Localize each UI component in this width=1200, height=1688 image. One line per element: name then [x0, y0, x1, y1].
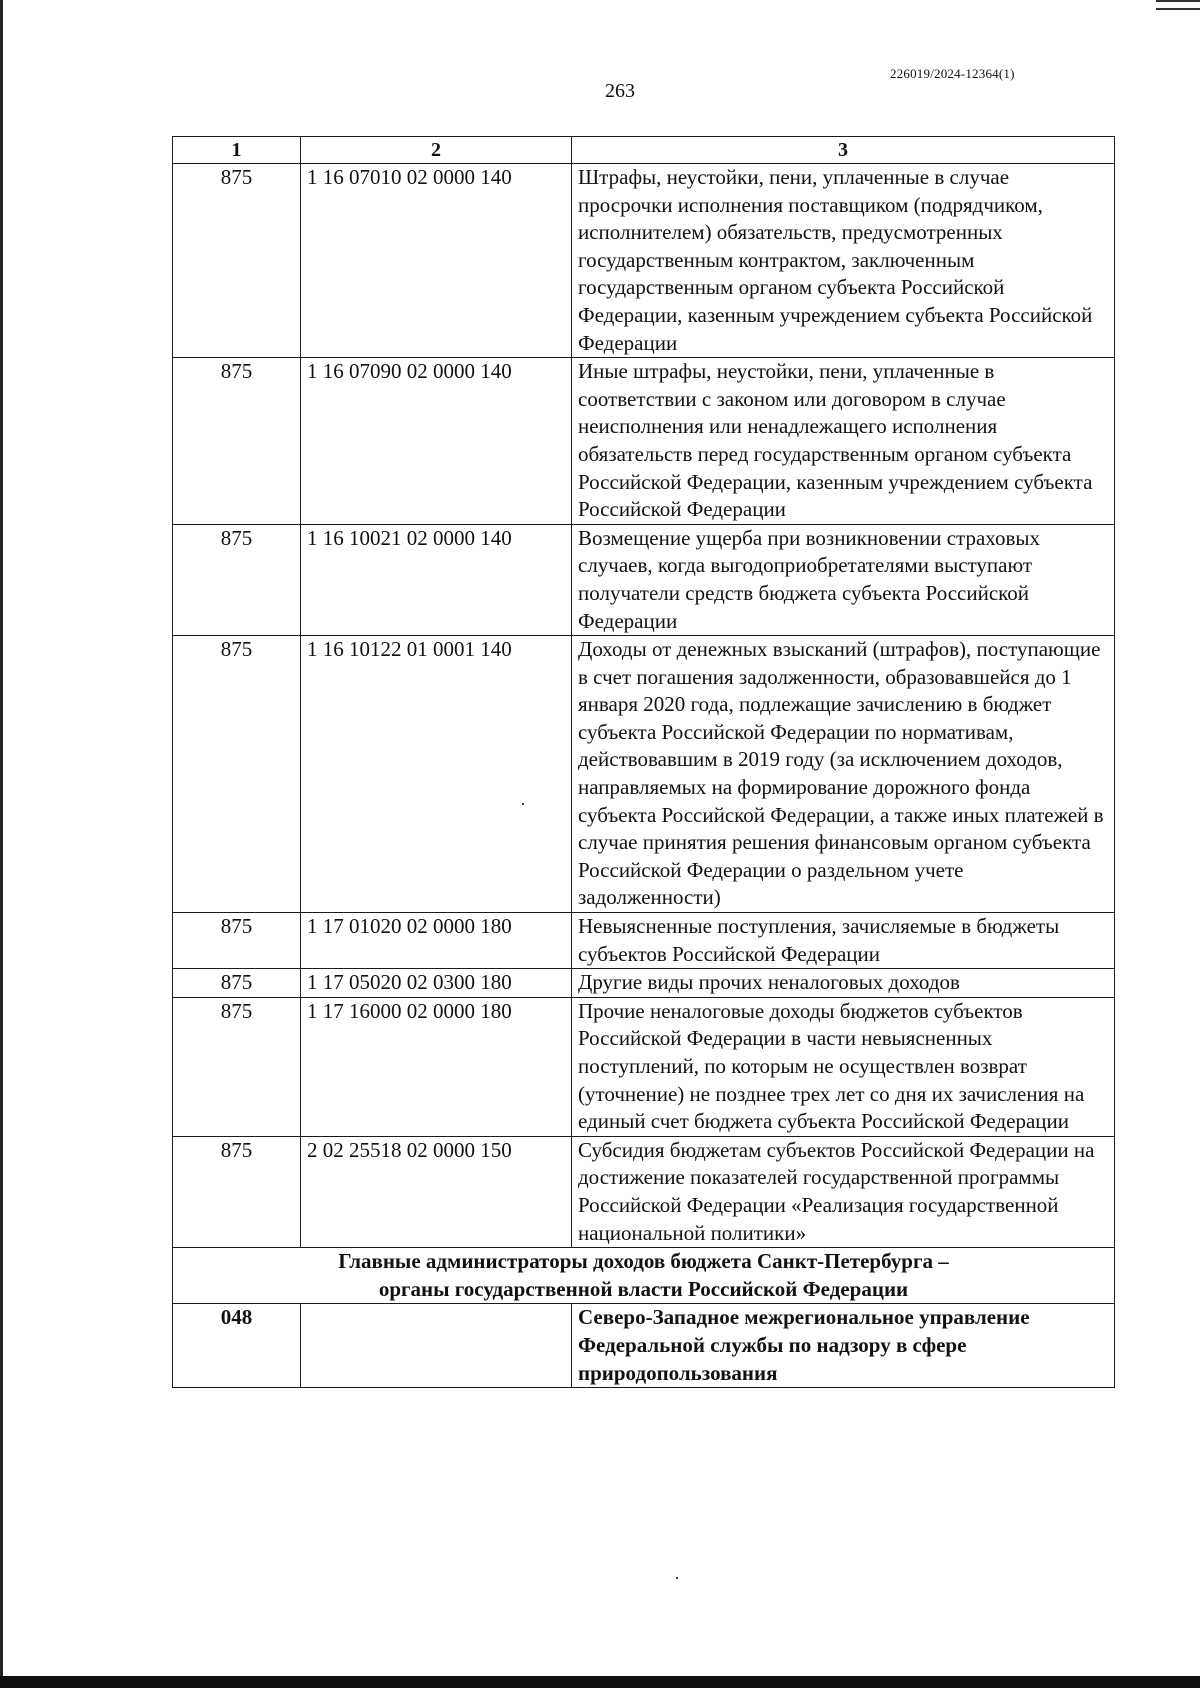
- section-heading-row: [173, 1248, 1115, 1304]
- scan-speck: [522, 803, 524, 805]
- table-row: [173, 997, 1115, 1136]
- budget-code-cell: 1 16 07090 02 0000 140: [301, 358, 572, 525]
- column-header-1: 1: [173, 137, 301, 164]
- budget-code-cell: 1 17 05020 02 0300 180: [301, 969, 572, 998]
- budget-code-cell: 2 02 25518 02 0000 150: [301, 1136, 572, 1247]
- document-id: 226019/2024-12364(1): [890, 66, 1015, 81]
- admin-code-cell: 875: [173, 913, 301, 969]
- column-header-3: 3: [572, 137, 1115, 164]
- column-header-2: 2: [301, 137, 572, 164]
- budget-code-cell: 1 16 10122 01 0001 140: [301, 636, 572, 913]
- revenue-description-cell: Доходы от денежных взысканий (штрафов), поступающие в счет погашения задолженности, образовавшейся до 1 января 2020 года, подлежащие зачислению в бюджет субъекта Российской Федерации по нормативам, действовавшим в 2019 году (за исключением доходов, направляемых на формирование дорожного фонда субъекта Российской Федерации, а также иных платежей в случае принятия решения финансовым органом субъекта Российской Федерации о раздельном учете задолженности): [572, 636, 1115, 913]
- scan-bottom-edge: [0, 1676, 1200, 1688]
- admin-code-cell: 875: [173, 524, 301, 635]
- scan-corner-mark: [1156, 0, 1200, 10]
- table-row: [173, 1136, 1115, 1247]
- admin-code-cell: 875: [173, 997, 301, 1136]
- budget-code-cell: 1 17 01020 02 0000 180: [301, 913, 572, 969]
- revenue-description-cell: Прочие неналоговые доходы бюджетов субъектов Российской Федерации в части невыясненных поступлений, по которым не осуществлен возврат (уточнение) не позднее трех лет со дня их зачисления на единый счет бюджета субъекта Российской Федерации: [572, 997, 1115, 1136]
- budget-code-cell: 1 17 16000 02 0000 180: [301, 997, 572, 1136]
- table-row: [173, 164, 1115, 358]
- administrator-name-cell: Северо-Западное межрегиональное управление Федеральной службы по надзору в сфере природопользования: [572, 1304, 1115, 1388]
- revenue-description-cell: Штрафы, неустойки, пени, уплаченные в случае просрочки исполнения поставщиком (подрядчиком, исполнителем) обязательств, предусмотренных государственным контрактом, заключенным государственным органом субъекта Российской Федерации, казенным учреждением субъекта Российской Федерации: [572, 164, 1115, 358]
- revenue-description-cell: Возмещение ущерба при возникновении страховых случаев, когда выгодоприобретателями выступают получатели средств бюджета субъекта Российской Федерации: [572, 524, 1115, 635]
- section-heading-line-1: Главные администраторы доходов бюджета Санкт-Петербурга –: [338, 1249, 949, 1274]
- revenue-description-cell: Другие виды прочих неналоговых доходов: [572, 969, 1115, 998]
- revenue-codes-table: [172, 136, 1115, 1388]
- administrator-row: [173, 1304, 1115, 1388]
- table-row: [173, 636, 1115, 913]
- budget-code-cell: [301, 1304, 572, 1388]
- revenue-description-cell: Невыясненные поступления, зачисляемые в бюджеты субъектов Российской Федерации: [572, 913, 1115, 969]
- budget-code-cell: 1 16 10021 02 0000 140: [301, 524, 572, 635]
- page-number: 263: [605, 80, 635, 102]
- budget-code-cell: 1 16 07010 02 0000 140: [301, 164, 572, 358]
- admin-code-cell: 875: [173, 636, 301, 913]
- table-row: [173, 358, 1115, 525]
- revenue-description-cell: Иные штрафы, неустойки, пени, уплаченные в соответствии с законом или договором в случае неисполнения или ненадлежащего исполнения обязательств перед государственным органом субъекта Российской Федерации, казенным учреждением субъекта Российской Федерации: [572, 358, 1115, 525]
- table-header-row: [173, 137, 1115, 164]
- scan-left-edge: [0, 0, 3, 1688]
- admin-code-cell: 875: [173, 969, 301, 998]
- scan-speck: [676, 1577, 678, 1579]
- section-heading-line-2: органы государственной власти Российской Федерации: [378, 1276, 909, 1301]
- admin-code-cell: 875: [173, 358, 301, 525]
- revenue-description-cell: Субсидия бюджетам субъектов Российской Федерации на достижение показателей государственной программы Российской Федерации «Реализация государственной национальной политики»: [572, 1136, 1115, 1247]
- admin-code-cell: 875: [173, 164, 301, 358]
- admin-code-cell: 048: [173, 1304, 301, 1388]
- table-row: [173, 969, 1115, 998]
- table-row: [173, 524, 1115, 635]
- section-heading: [173, 1248, 1115, 1304]
- admin-code-cell: 875: [173, 1136, 301, 1247]
- table-row: [173, 913, 1115, 969]
